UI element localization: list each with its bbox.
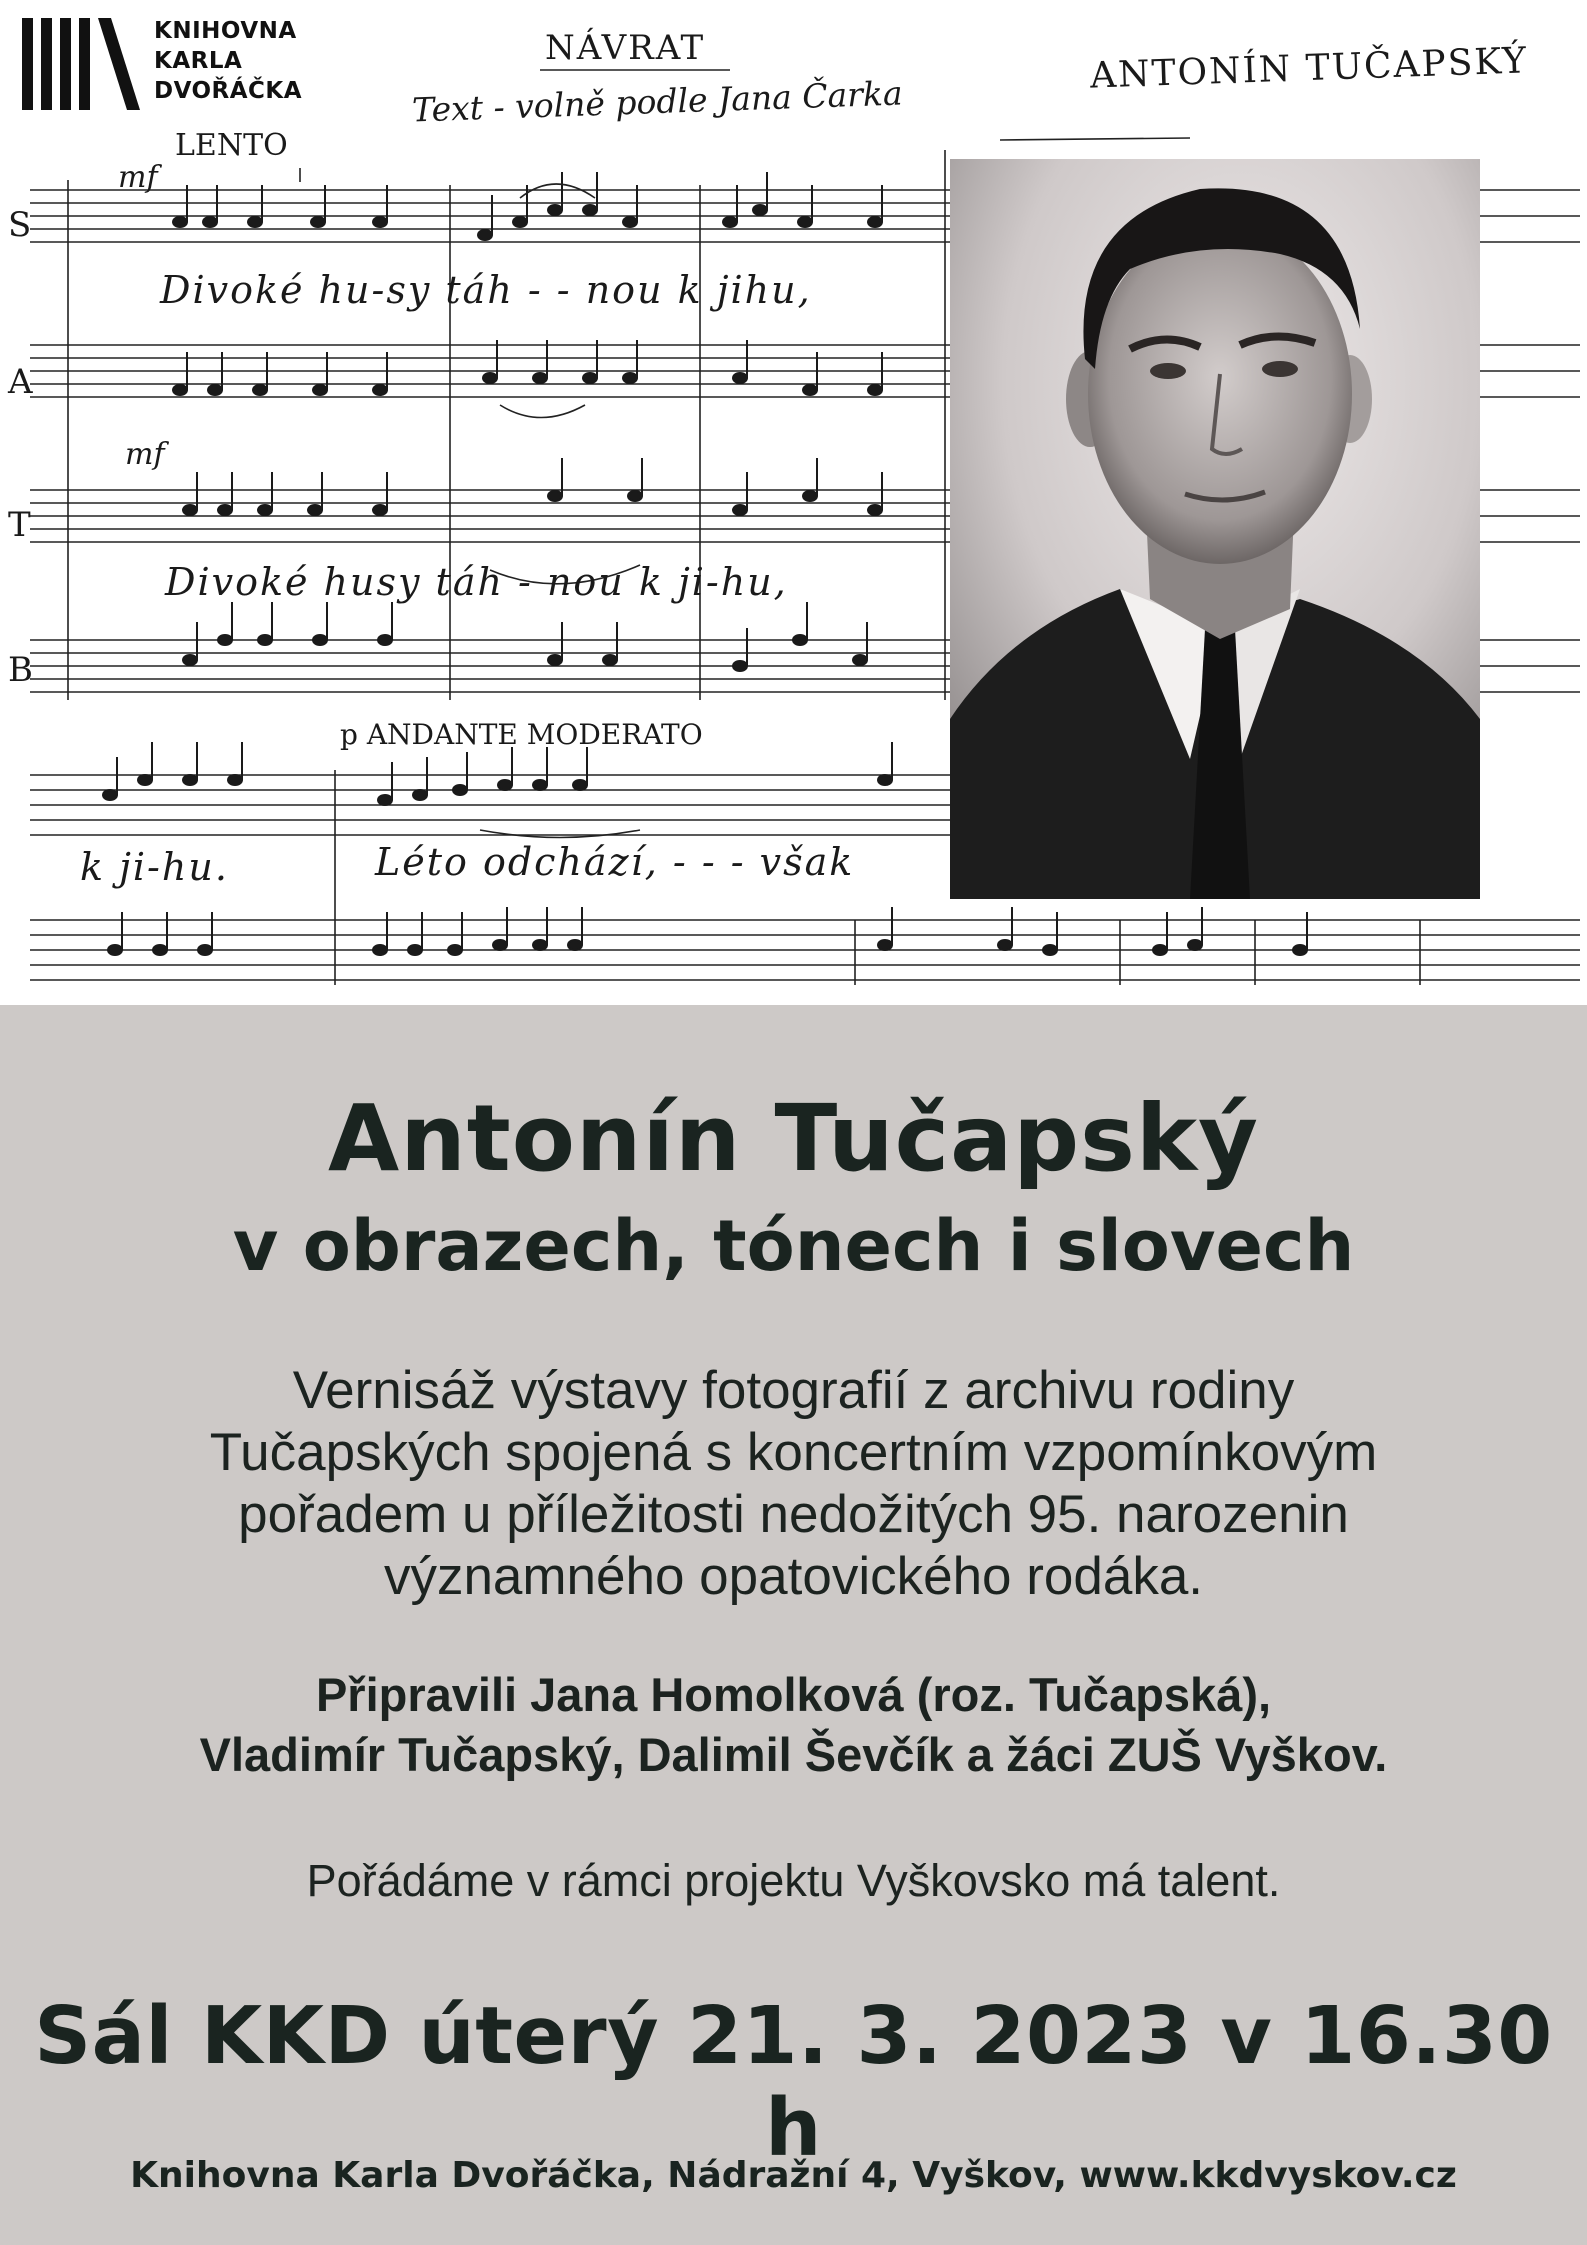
event-description (0, 1360, 1587, 1608)
footer-address: Knihovna Karla Dvořáčka, Nádražní 4, Vyškov, www.kkdvyskov.cz (130, 2155, 1457, 2196)
description-line: Vernisáž výstavy fotografií z archivu rodiny (292, 1361, 1295, 1420)
prepared-line: Připravili Jana Homolková (roz. Tučapská), (315, 1668, 1272, 1721)
voice-label-b: B (8, 650, 33, 690)
main-title: Antonín Tučapský (328, 1085, 1259, 1192)
lyrics-line-3: k ji-hu. (80, 845, 229, 889)
score-text-credit: Text - volně podle Jana Čarka (411, 73, 904, 130)
project-note: Pořádáme v rámci projektu Vyškovsko má talent. (306, 1855, 1281, 1906)
description-line: pořadem u příležitosti nedožitých 95. narozenin (238, 1485, 1349, 1544)
score-dynamic-mf: mf (118, 160, 158, 195)
description-line: významného opatovického rodáka. (383, 1547, 1204, 1606)
voice-label-s: S (8, 205, 32, 245)
score-tempo-andante: p ANDANTE MODERATO (340, 718, 703, 751)
library-logo-text: KNIHOVNA KARLA DVOŘÁČKA (154, 18, 303, 104)
main-subtitle: v obrazech, tónech i slovech (232, 1205, 1355, 1287)
library-logo-icon (22, 18, 142, 110)
score-composer: ANTONÍN TUČAPSKÝ (1089, 40, 1529, 97)
score-title: NÁVRAT (545, 28, 706, 68)
library-logo (22, 14, 332, 114)
lyrics-line-4: Léto odchází, - - - však (375, 840, 855, 884)
poster-header (0, 0, 1587, 1005)
event-date-venue: Sál KKD úterý 21. 3. 2023 v 16.30 h (34, 1990, 1553, 2174)
prepared-line: Vladimír Tučapský, Dalimil Ševčík a žáci ZUŠ Vyškov. (199, 1728, 1388, 1781)
description-line: Tučapských spojená s koncertním vzpomínkovým (209, 1423, 1378, 1482)
info-panel (0, 1005, 1587, 2245)
score-dynamic-mf-tenor: mf (125, 437, 165, 472)
voice-label-a: A (8, 362, 33, 402)
portrait-photo (950, 159, 1480, 899)
lyrics-line-1: Divoké hu-sy táh - - nou k jihu, (160, 268, 812, 312)
prepared-by (0, 1665, 1587, 1785)
lyrics-line-2: Divoké husy táh - nou k ji-hu, (165, 560, 788, 604)
voice-label-t: T (8, 505, 31, 545)
score-tempo-lento: LENTO (175, 128, 288, 163)
